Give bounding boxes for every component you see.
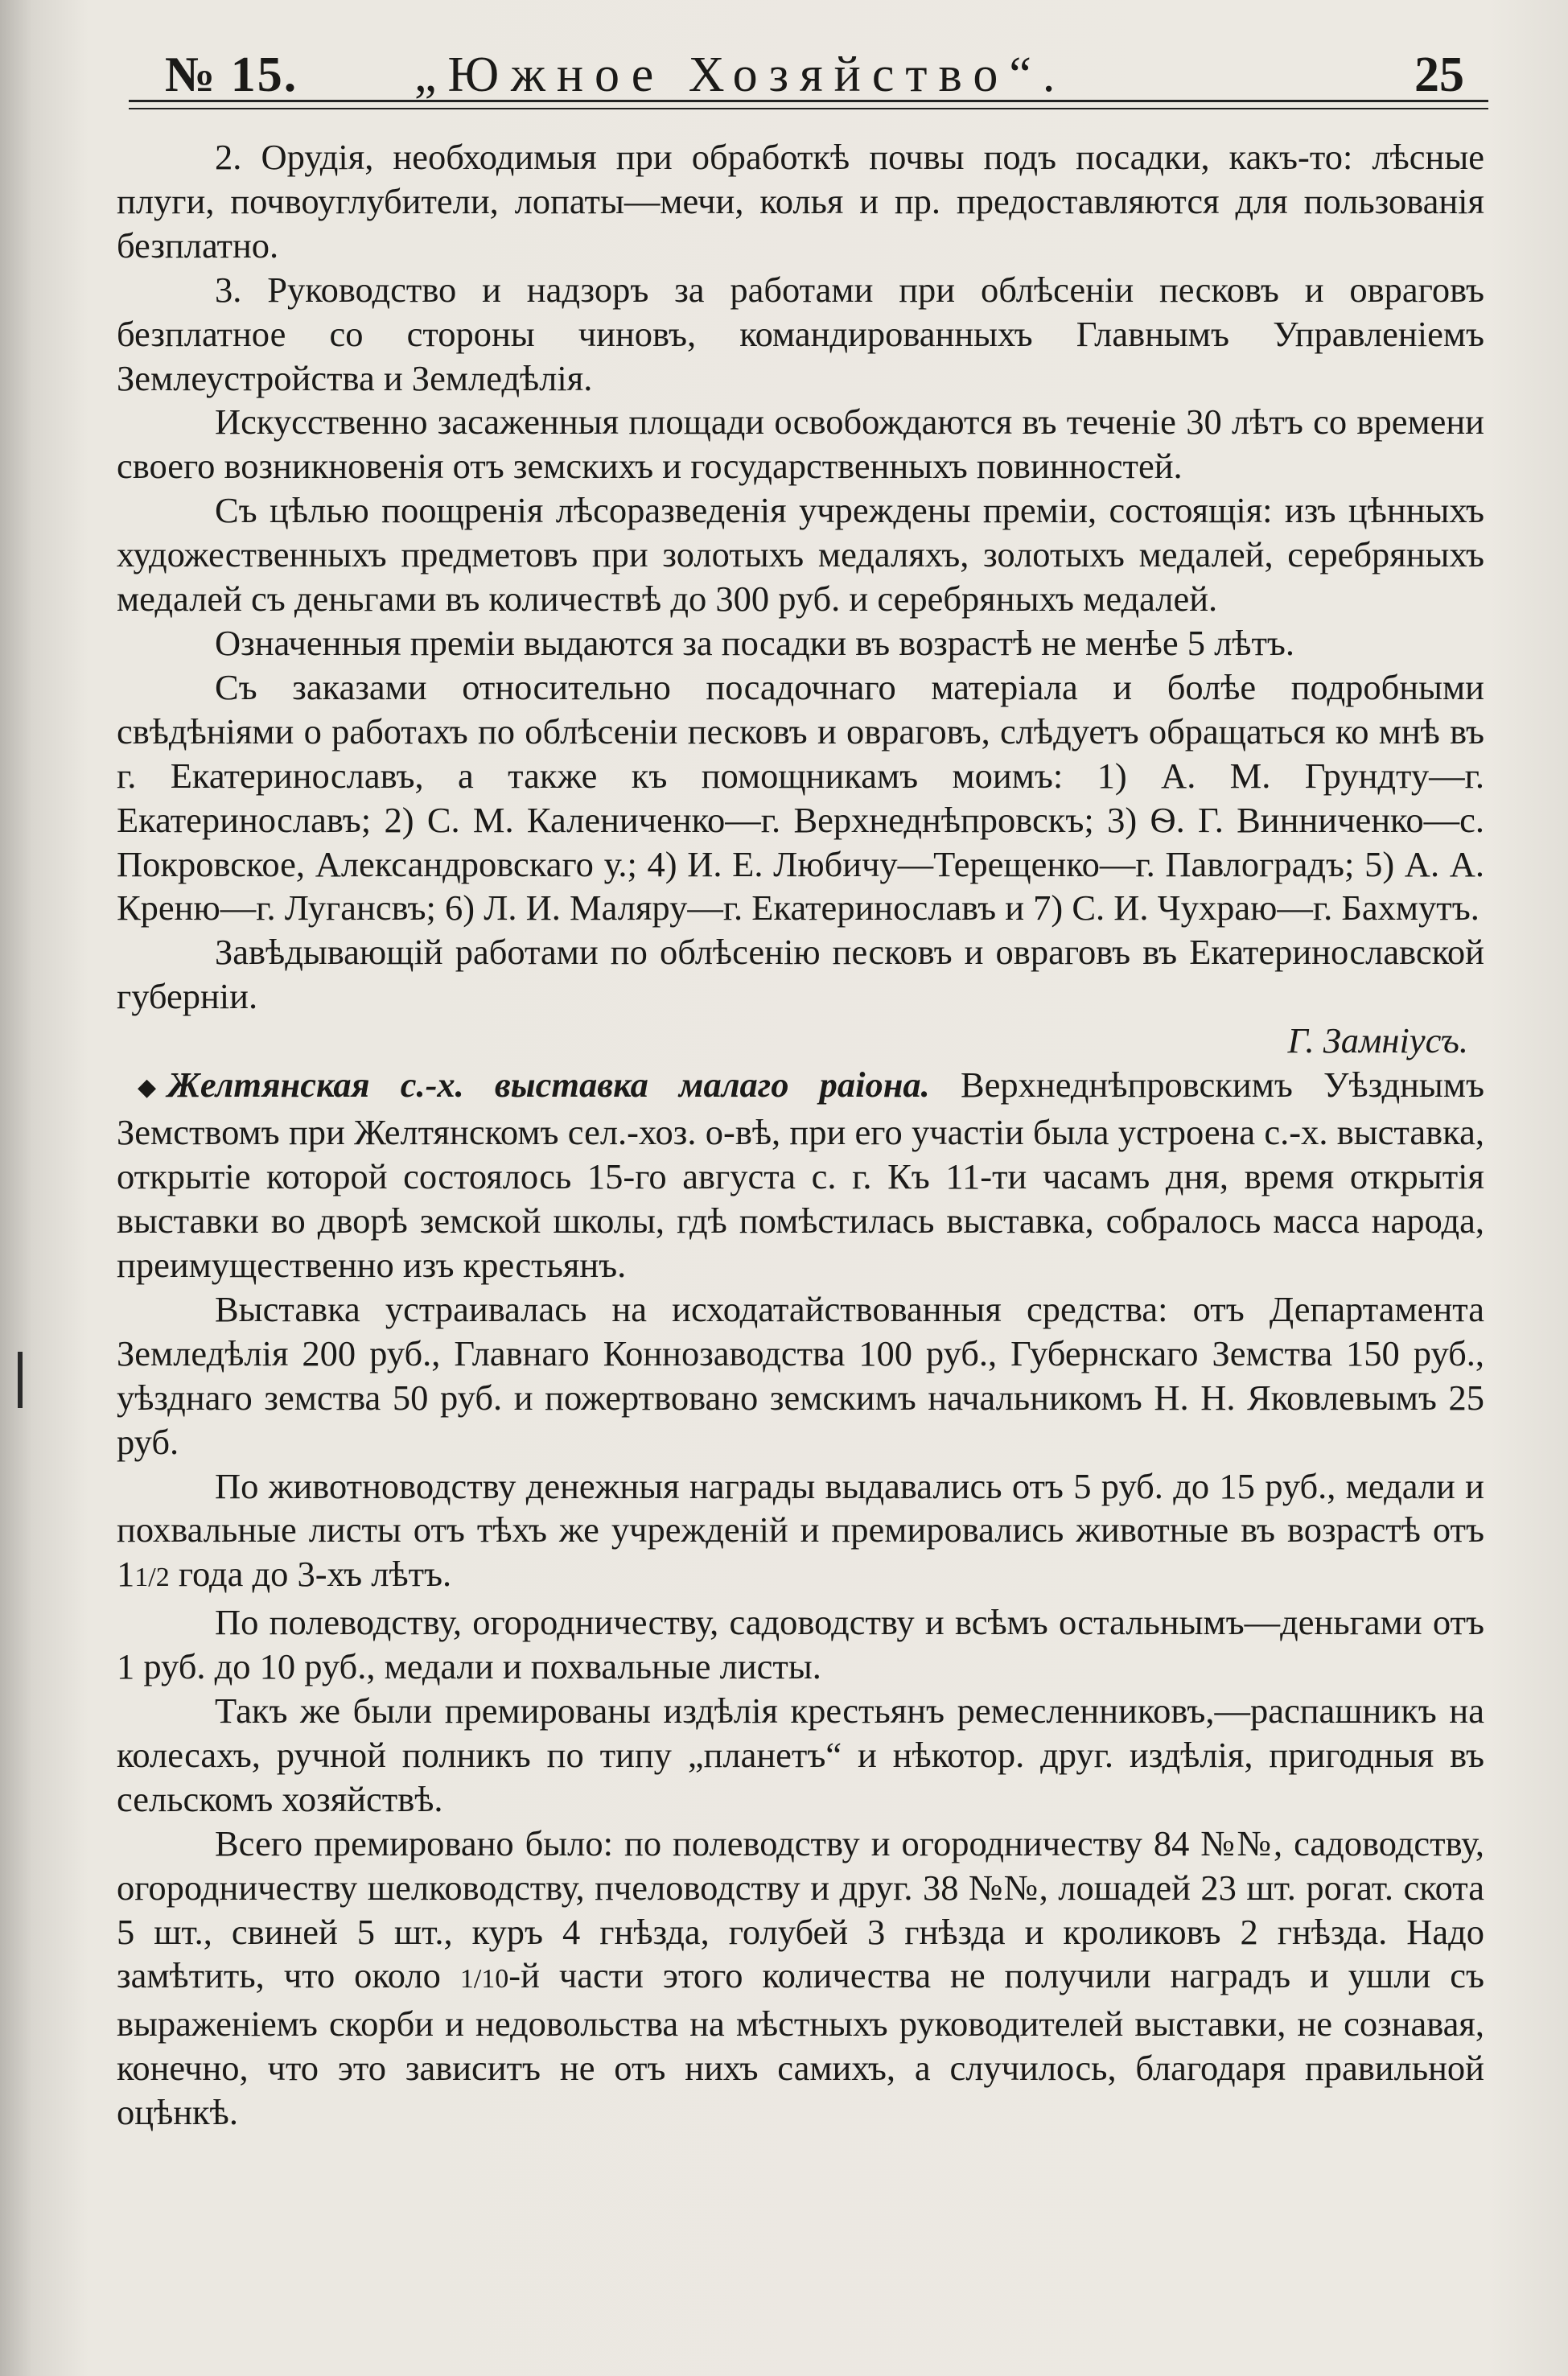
author-signature: Г. Замніусъ. xyxy=(1287,1020,1468,1061)
paragraph: Съ цѣлью поощренія лѣсоразведенія учреждены преміи, состоящія: изъ цѣнныхъ художественныхъ предметовъ при золотыхъ медаляхъ, золотыхъ медалей, серебряныхъ медалей съ деньгами въ количествѣ до 300 руб. и серебряныхъ медалей. xyxy=(117,490,1484,620)
paragraph: Искусственно засаженныя площади освобождаются въ теченіе 30 лѣтъ со времени своего возникновенія отъ земскихъ и государственныхъ повинностей. xyxy=(117,401,1484,487)
paragraph-text: года до 3-хъ лѣтъ. xyxy=(169,1554,452,1595)
diamond-bullet-icon: ◆ xyxy=(138,1074,157,1102)
fraction: 1/10 xyxy=(459,1964,509,1995)
paragraph: Завѣдывающій работами по облѣсенію песковъ и овраговъ въ Екатеринославской губерніи. xyxy=(117,932,1484,1017)
paragraph-text: -й части этого количества не получили наградъ и ушли съ выраженіемъ скорби и недовольства на мѣстныхъ руководителей выставки, не сознавая, конечно, что это зависитъ не отъ нихъ самихъ, а случилось, благодаря правильной оцѣнкѣ. xyxy=(117,1955,1484,2133)
paragraph xyxy=(117,1822,1484,2135)
page-number: 25 xyxy=(1414,47,1464,102)
paragraph: Съ заказами относительно посадочнаго матеріала и болѣе подробными свѣдѣніями о работахъ по облѣсеніи песковъ и овраговъ, слѣдуетъ обращаться ко мнѣ въ г. Екатеринославъ, а также къ помощникамъ моимъ: 1) А. М. Грундту—г. Екатеринославъ; 2) С. М. Калениченко—г. Верхнеднѣпровскъ; 3) Ѳ. Г. Винниченко—с. Покровское, Александровскаго у.; 4) И. Е. Любичу—Терещенко—г. Павлоградъ; 5) А. А. Креню—г. Лугансвъ; 6) Л. И. Маляру—г. Екатеринославъ и 7) С. И. Чухраю—г. Бахмутъ. xyxy=(117,666,1484,929)
paragraph: Такъ же были премированы издѣлія крестьянъ ремесленниковъ,—распашникъ на колесахъ, ручной полникъ по типу „планетъ“ и нѣкотор. друг. издѣлія, пригодныя въ сельскомъ хозяйствѣ. xyxy=(117,1690,1484,1819)
fraction: 1/2 xyxy=(134,1563,170,1593)
news-title: Желтянская с.-х. выставка малаго раіона. xyxy=(167,1064,930,1106)
paragraph-text: Всего премировано было: по полеводству и огородничеству 84 №№, садоводству, огородничеству шелководству, пчеловодству и друг. 38 №№, лошадей 23 шт. рогат. скота 5 шт., свиней 5 шт., куръ 4 гнѣзда, голубей 3 гнѣзда и кроликовъ 2 гнѣзда. Надо замѣтить, что около xyxy=(117,1822,1484,1996)
header-rule-top xyxy=(129,100,1488,102)
paragraph: 2. Орудія, необходимыя при обработкѣ почвы подъ посадки, какъ-то: лѣсные плуги, почвоуглубители, лопаты—мечи, колья и пр. предоставляются для пользованія безплатно. xyxy=(117,137,1484,266)
paragraph: 3. Руководство и надзоръ за работами при облѣсеніи песковъ и овраговъ безплатное со стороны чиновъ, командированныхъ Главнымъ Управленіемъ Землеустройства и Земледѣлія. xyxy=(117,269,1484,398)
paragraph: По полеводству, огородничеству, садоводству и всѣмъ остальнымъ—деньгами отъ 1 руб. до 10 руб., медали и похвальные листы. xyxy=(117,1602,1484,1687)
paragraph: Означенныя преміи выдаются за посадки въ возрастѣ не менѣе 5 лѣтъ. xyxy=(215,622,1295,663)
header-rule-bottom xyxy=(129,108,1488,109)
body-text xyxy=(117,135,1484,2135)
paragraph-text: По животноводству денежныя награды выдавались отъ 5 руб. до 15 руб., медали и похвальные листы отъ тѣхъ же учрежденій и премировались животные въ возрастѣ отъ 1 xyxy=(117,1465,1484,1595)
news-item xyxy=(117,1063,1484,1287)
journal-title: „Южное Хозяйство“. xyxy=(414,47,1067,102)
paragraph xyxy=(117,1464,1484,1601)
news-body: Верхнеднѣпровскимъ Уѣзднымъ Земствомъ при Желтянскомъ сел.-хоз. о-вѣ, при его участіи была устроена с.-х. выставка, открытіе которой состоялось 15-го августа с. г. Къ 11-ти часамъ дня, время открытія выставки во дворѣ земской школы, гдѣ помѣстилась выставка, собралось масса народа, преимущественно изъ крестьянъ. xyxy=(117,1064,1485,1285)
issue-number: № 15. xyxy=(165,47,298,102)
paragraph: Выставка устраивалась на исходатайствованныя средства: отъ Департамента Земледѣлія 200 руб., Главнаго Коннозаводства 100 руб., Губернскаго Земства 150 руб., уѣзднаго земства 50 руб. и пожертвовано земскимъ начальникомъ Н. Н. Яковлевымъ 25 руб. xyxy=(117,1288,1484,1462)
margin-mark xyxy=(18,1352,23,1408)
